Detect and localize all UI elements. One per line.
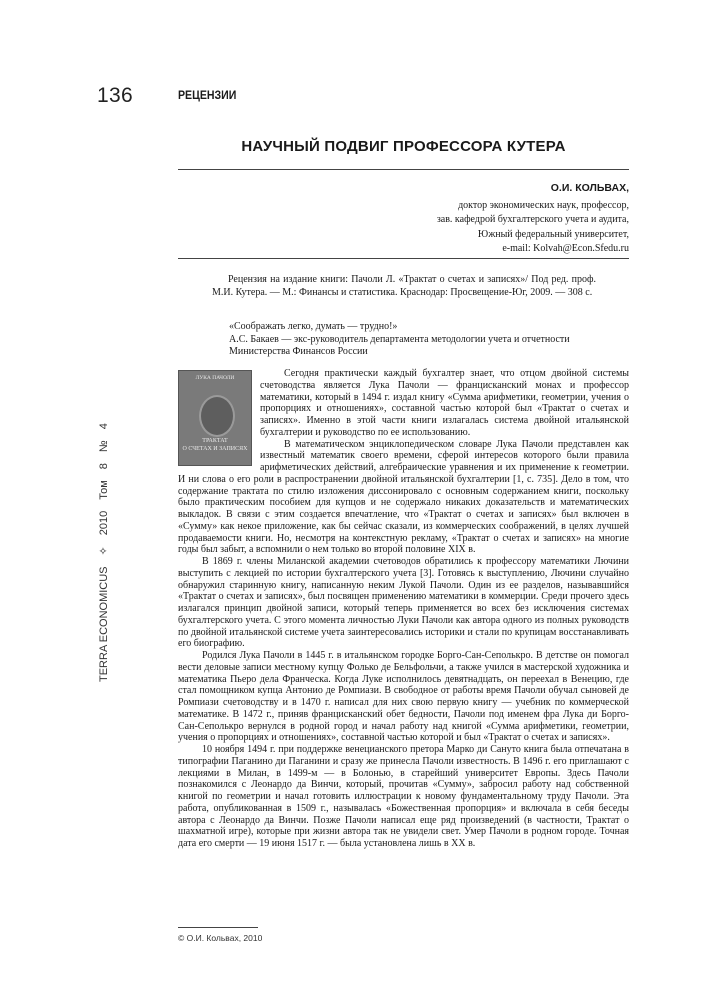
author-position: зав. кафедрой бухгалтерского учета и аудита, (436, 214, 629, 226)
paragraph: 10 ноября 1494 г. при поддержке венецианского претора Марко ди Сануто книга была отпечатана в типографии Паганино ди Паганини и сразу же принесла Пачоли известность. В 1496 г. его приглашают с лекциями в Милан, в 1499-м — в Болонью, в старейший университет Европы. Здесь Пачоли познакомился с Леонардо да Винчи, который, прочитав «Сумму», забросил работу над собственной книгой по геометрии и начал готовить иллюстрации к новому фундаментальному труду Пачоли. Эта работа, опубликованная в 1509 г., называлась «Божественная пропорция» и включала в себя беседы автора с Леонардо да Винчи. Позже Пачоли написал еще ряд произведений (в частности, Трактат о шахматной игре), которые при жизни автора так не увидели свет. Умер Пачоли в родном городе. Точная дата его смерти — 19 июня 1517 г. — была установлена лишь в XX в. (178, 744, 629, 849)
epigraph-quote: «Соображать легко, думать — трудно!» (229, 321, 398, 332)
article-title: НАУЧНЫЙ ПОДВИГ ПРОФЕССОРА КУТЕРА (241, 138, 566, 155)
epigraph-attribution: А.С. Бакаев — экс-руководитель департамента методологии учета и отчетности (229, 333, 570, 345)
footnote-rule (178, 927, 258, 928)
author-name: О.И. КОЛЬВАХ, (550, 182, 629, 194)
volume-label: Том (97, 480, 110, 500)
volume-number: 8 (97, 463, 110, 470)
title-rule (178, 169, 629, 170)
paragraph: В математическом энциклопедическом словаре Лука Пачоли представлен как известный математик своего времени, сферой интересов которого были правила арифметических действий, алгебраические уравнения и их применение к геометрии. И ни слова о его роли в распространении двойной итальянской бухгалтерии [1, с. 735]. Дело в том, что содержание трактата по стилю изложения диссонировало с основным содержанием книги, поскольку было практическим пособием для купцов и не содержало никаких доказательств и математических выкладок. В связи с этим создается впечатление, что «Трактат о счетах и записях» был включен в «Сумму» как некое приложение, как бы сейчас сказали, из коммерческих соображений, в целях лучшей продаваемости книги. Но, несмотря на контекстную рекламу, «Трактат о счетах и записях» на многие годы был забыт, а вспомнили о нем только во второй половине XIX в. (178, 438, 629, 556)
separator-diamond-icon: ✧ (98, 546, 110, 556)
journal-name: TERRA ECONOMICUS (97, 566, 110, 682)
issue-label: № (97, 440, 110, 453)
copyright-footnote: © О.И. Кольвах, 2010 (178, 933, 263, 943)
epigraph (229, 321, 629, 359)
book-cover-title: ТРАКТАТ О СЧЕТАХ И ЗАПИСЯХ (182, 438, 248, 452)
epigraph-attribution-cont: Министерства Финансов России (229, 346, 368, 358)
review-note-text: Рецензия на издание книги: Пачоли Л. «Трактат о счетах и записях»/ Под ред. проф. М.И. Кутера. — М.: Финансы и статистика. Краснодар: Просвещение-Юг, 2009. — 308 с. (212, 274, 596, 298)
book-cover-author: ЛУКА ПАЧОЛИ (195, 375, 235, 381)
review-note (212, 273, 596, 299)
author-degree: доктор экономических наук, профессор, (458, 199, 629, 211)
cover-float-space (178, 368, 260, 466)
page-number: 136 (97, 84, 133, 107)
paragraph: Сегодня практически каждый бухгалтер знает, что отцом двойной системы счетоводства является Лука Пачоли — францисканский монах и профессор математики, который в 1494 г. издал книгу «Сумма арифметики, геометрии, учения о пропорциях и отношениях», составной частью которой был «Трактат о счетах и записях». Именно в этой части книги излагалась система двойной итальянской бухгалтерии и руководство по ее использованию. (260, 368, 629, 438)
article-body (178, 368, 629, 850)
journal-year: 2010 (97, 510, 110, 536)
paragraph: Родился Лука Пачоли в 1445 г. в итальянском городке Борго-Сан-Сеполькро. В детстве он помогал вести деловые записи местному купцу Фолько де Бельфольчи, а также учился в мастерской художника и математика Пьеро дела Франческа. Когда Луке исполнилось девятнадцать, он переехал в Венецию, где стал помощником купца Антонио де Ромпиази. В свободное от работы время Пачоли обучал сыновей де Ромпиази счетоводству и в 1470 г. написал для них свою первую книгу — учебник по коммерческой математике. В 1472 г., приняв францисканский обет бедности, Пачоли под именем фра Лука ди Борго-Сан-Сеполькро вернулся в родной город и начал работу над книгой «Сумма арифметики, геометрии, учения о пропорциях и отношениях», составной частью которой и был «Трактат о счетах и записях». (178, 650, 629, 744)
author-rule (178, 258, 629, 259)
author-block (300, 181, 629, 257)
author-affiliation: Южный федеральный университет, (477, 228, 629, 240)
author-email: e-mail: Kolvah@Econ.Sfedu.ru (502, 243, 629, 255)
journal-sideband (97, 392, 117, 682)
paragraph: В 1869 г. члены Миланской академии счетоводов обратились к профессору математики Лючини выступить с лекцией по истории бухгалтерского учета [3]. Готовясь к выступлению, Лючини случайно обнаружил старинную книгу, написанную неким Лукой Пачоли. Один из ее разделов, называвшийся «Трактат о счетах и записях», был посвящен применению математики в коммерции. Среди прочего здесь излагался принцип двойной записи, который теперь применяется во всех без исключения системах бухгалтерского учета. С этого момента личностью Луки Пачоли как автора одного из полных руководств по двойной итальянской системе учета заинтересовались историки и стали по крупицам восстанавливать его биографию. (178, 556, 629, 650)
section-title: РЕЦЕНЗИИ (178, 90, 237, 102)
issue-number: 4 (97, 423, 110, 430)
